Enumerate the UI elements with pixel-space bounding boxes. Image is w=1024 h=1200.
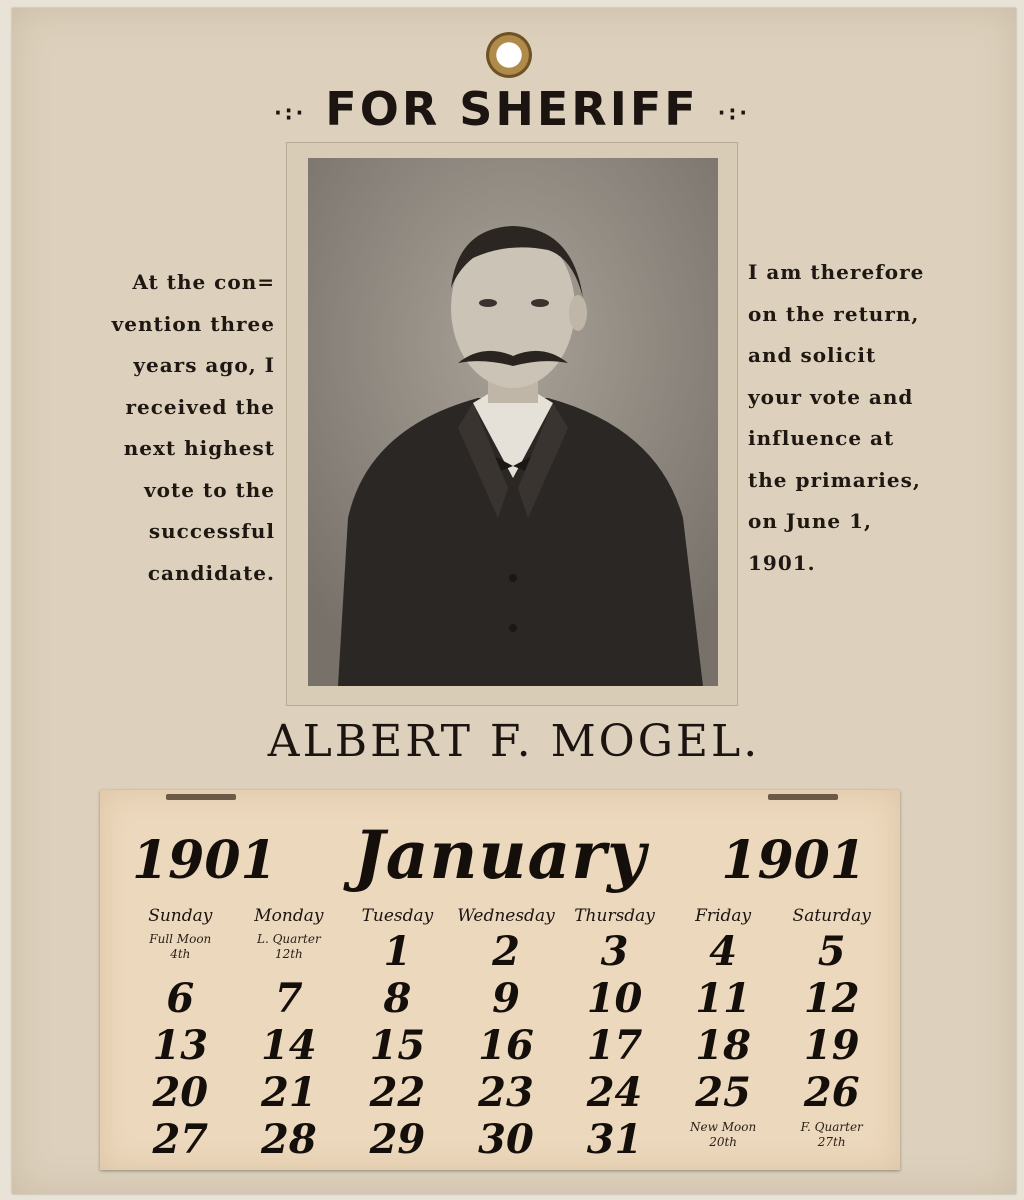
calendar-day xyxy=(777,1069,886,1116)
day-number: 28 xyxy=(261,1116,317,1163)
calendar-day xyxy=(777,928,886,975)
left-text-line: next highest xyxy=(123,436,275,460)
left-text-line: years ago, I xyxy=(133,353,275,377)
calendar-day xyxy=(343,1069,452,1116)
calendar-day xyxy=(343,975,452,1022)
day-number: 13 xyxy=(152,1022,209,1069)
pad-clip-right xyxy=(768,794,838,800)
right-text-line: on the return, xyxy=(748,301,920,326)
day-number: 5 xyxy=(817,928,846,975)
day-number: 12 xyxy=(803,975,860,1022)
left-campaign-text xyxy=(60,262,275,594)
left-text-line: received the xyxy=(125,394,275,419)
calendar-day xyxy=(452,1069,561,1116)
calendar-day xyxy=(452,928,561,975)
year-left: 1901 xyxy=(132,830,277,891)
day-number: 26 xyxy=(803,1069,860,1116)
calendar-pad xyxy=(100,790,900,1170)
headline-text: FOR SHERIFF xyxy=(325,82,699,136)
calendar-day xyxy=(560,1069,669,1116)
weekday-label: Saturday xyxy=(792,906,871,926)
right-text-line: the primaries, xyxy=(748,467,921,492)
right-text-line: I am therefore xyxy=(748,260,925,284)
right-text-line: and solicit xyxy=(748,343,877,367)
day-number: 24 xyxy=(586,1069,643,1116)
candidate-name: ALBERT F. MOGEL. xyxy=(267,716,761,767)
day-number: 3 xyxy=(600,928,629,975)
day-number: 14 xyxy=(261,1022,317,1069)
day-number: 10 xyxy=(586,975,643,1022)
moon-phase-date: 20th xyxy=(709,1135,738,1149)
portrait-illustration xyxy=(308,158,718,686)
day-number: 31 xyxy=(586,1116,643,1163)
calendar-day xyxy=(560,1116,669,1163)
day-number: 6 xyxy=(166,975,195,1022)
calendar-day xyxy=(235,1022,344,1069)
calendar-day xyxy=(777,1022,886,1069)
calendar-day xyxy=(669,1069,778,1116)
calendar-day xyxy=(126,975,235,1022)
day-number: 20 xyxy=(152,1069,209,1116)
calendar-day xyxy=(669,1022,778,1069)
weekday-label: Friday xyxy=(695,906,752,926)
moon-phase-date: 27th xyxy=(817,1135,846,1149)
day-number: 23 xyxy=(478,1069,534,1116)
moon-phase-note: F. Quarter xyxy=(800,1120,863,1134)
calendar-day xyxy=(560,928,669,975)
calendar-note-cell xyxy=(777,1116,886,1163)
weekday-header xyxy=(126,906,886,926)
day-number: 17 xyxy=(586,1022,643,1069)
flourish-right-icon: ·:· xyxy=(717,100,750,125)
calendar-note-cell xyxy=(235,928,344,975)
day-number: 4 xyxy=(709,928,738,975)
calendar-grid xyxy=(126,928,886,1163)
day-number: 22 xyxy=(369,1069,426,1116)
calendar-day xyxy=(452,1116,561,1163)
weekday-label: Monday xyxy=(254,906,324,926)
day-number: 27 xyxy=(152,1116,209,1163)
right-campaign-text xyxy=(748,252,988,584)
calendar-day xyxy=(669,975,778,1022)
calendar-day xyxy=(452,1022,561,1069)
left-text-line: At the con= xyxy=(132,270,275,294)
calendar-day xyxy=(235,975,344,1022)
headline xyxy=(232,82,792,136)
calendar-day xyxy=(343,928,452,975)
calendar-day xyxy=(560,975,669,1022)
weekday-label: Wednesday xyxy=(457,906,555,926)
calendar-day xyxy=(235,1116,344,1163)
calendar-day xyxy=(235,1069,344,1116)
calendar-day xyxy=(343,1116,452,1163)
day-number: 8 xyxy=(383,975,412,1022)
day-number: 11 xyxy=(695,975,751,1022)
moon-phase-note: Full Moon xyxy=(149,932,212,946)
left-text-line: vote to the xyxy=(144,477,275,502)
candidate-portrait xyxy=(308,158,718,686)
day-number: 7 xyxy=(274,975,303,1022)
day-number: 2 xyxy=(492,928,520,975)
weekday-label: Thursday xyxy=(574,906,655,926)
calendar-note-cell xyxy=(669,1116,778,1163)
day-number: 1 xyxy=(383,928,412,975)
day-number: 19 xyxy=(803,1022,860,1069)
right-text-line: on June 1, xyxy=(748,509,872,533)
left-text-line: successful xyxy=(148,519,275,543)
day-number: 18 xyxy=(695,1022,751,1069)
year-right: 1901 xyxy=(721,830,866,891)
calendar-day xyxy=(126,1022,235,1069)
calendar-day xyxy=(560,1022,669,1069)
day-number: 16 xyxy=(478,1022,534,1069)
calendar-day xyxy=(343,1022,452,1069)
weekday-label: Sunday xyxy=(148,906,213,926)
calendar-day xyxy=(669,928,778,975)
calendar-note-cell xyxy=(126,928,235,975)
moon-phase-note: L. Quarter xyxy=(256,932,321,946)
pad-clip-left xyxy=(166,794,236,800)
weekday-label: Tuesday xyxy=(361,906,434,926)
hanging-grommet xyxy=(486,32,532,78)
right-text-line: influence at xyxy=(748,426,895,450)
day-number: 30 xyxy=(478,1116,534,1163)
day-number: 29 xyxy=(369,1116,426,1163)
flourish-left-icon: ·:· xyxy=(274,100,307,125)
moon-phase-date: 4th xyxy=(170,947,191,961)
left-text-line: vention three xyxy=(111,311,275,336)
day-number: 9 xyxy=(492,975,520,1022)
day-number: 21 xyxy=(261,1069,317,1116)
moon-phase-date: 12th xyxy=(274,947,303,961)
calendar-day xyxy=(126,1069,235,1116)
left-text-line: candidate. xyxy=(147,560,275,585)
month-title: January xyxy=(353,816,647,894)
right-text-line: 1901. xyxy=(748,550,816,575)
moon-phase-note: New Moon xyxy=(690,1120,757,1134)
calendar-day xyxy=(452,975,561,1022)
day-number: 15 xyxy=(369,1022,426,1069)
day-number: 25 xyxy=(695,1069,751,1116)
calendar-day xyxy=(777,975,886,1022)
right-text-line: your vote and xyxy=(748,384,914,409)
calendar-day xyxy=(126,1116,235,1163)
